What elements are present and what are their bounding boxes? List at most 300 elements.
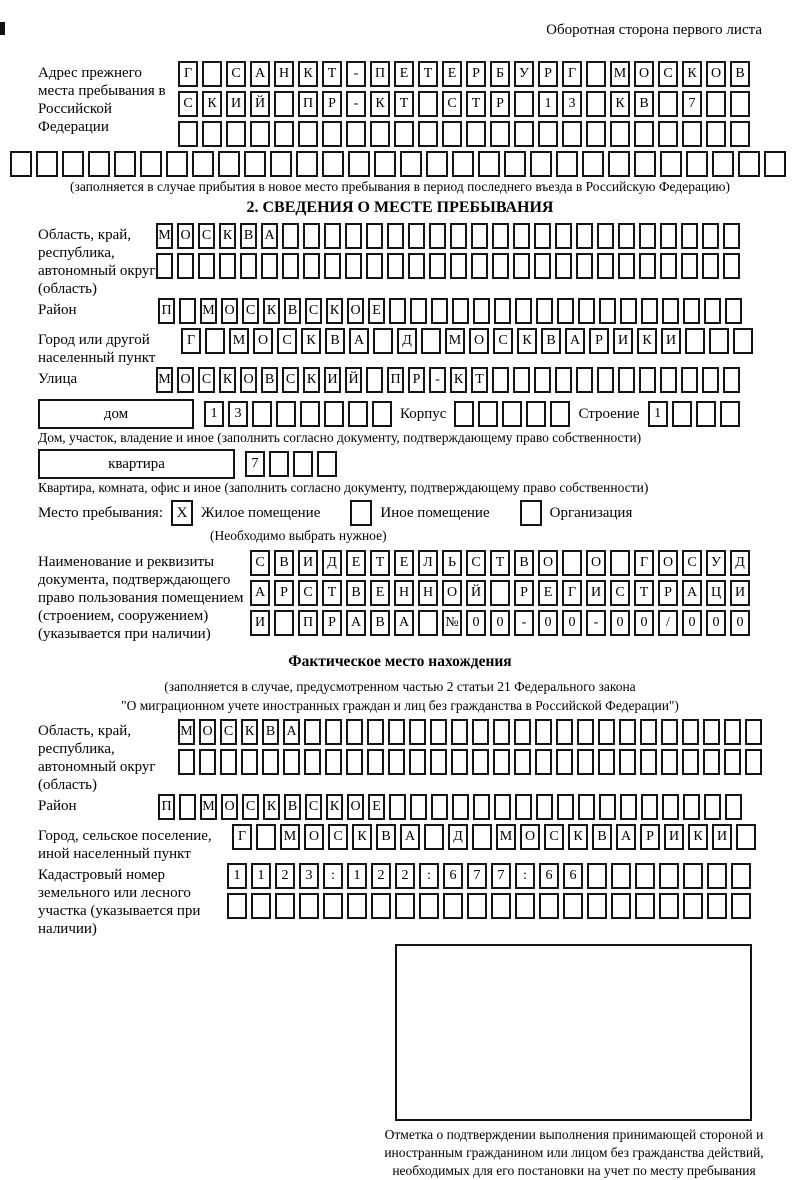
char-cell[interactable] [490, 121, 510, 147]
char-cell[interactable] [658, 121, 678, 147]
char-cell[interactable] [347, 893, 367, 919]
char-cell[interactable] [555, 223, 572, 249]
char-cell[interactable] [452, 298, 469, 324]
char-cell[interactable]: П [158, 298, 175, 324]
char-cell[interactable] [704, 794, 721, 820]
char-cell[interactable]: К [352, 824, 372, 850]
char-cell[interactable]: А [283, 719, 300, 745]
char-cell[interactable]: 7 [682, 91, 702, 117]
char-cell[interactable]: Е [346, 550, 366, 576]
char-cell[interactable]: К [263, 298, 280, 324]
char-cell[interactable] [536, 298, 553, 324]
char-cell[interactable] [683, 298, 700, 324]
char-cell[interactable]: М [496, 824, 516, 850]
char-cell[interactable]: С [198, 223, 215, 249]
char-cell[interactable] [618, 367, 635, 393]
char-cell[interactable]: 2 [395, 863, 415, 889]
char-cell[interactable] [696, 401, 716, 427]
char-cell[interactable] [702, 223, 719, 249]
char-cell[interactable] [251, 893, 271, 919]
char-cell[interactable]: Н [394, 580, 414, 606]
char-cell[interactable] [241, 749, 258, 775]
char-cell[interactable]: М [178, 719, 195, 745]
char-cell[interactable]: Е [394, 61, 414, 87]
char-cell[interactable]: Т [370, 550, 390, 576]
char-cell[interactable]: Е [442, 61, 462, 87]
char-cell[interactable] [140, 151, 162, 177]
char-cell[interactable] [555, 367, 572, 393]
char-cell[interactable] [513, 253, 530, 279]
char-cell[interactable] [494, 298, 511, 324]
char-cell[interactable]: Б [490, 61, 510, 87]
char-cell[interactable] [599, 298, 616, 324]
char-cell[interactable] [389, 298, 406, 324]
char-cell[interactable] [451, 719, 468, 745]
char-cell[interactable] [513, 223, 530, 249]
char-cell[interactable]: С [305, 794, 322, 820]
char-cell[interactable] [557, 794, 574, 820]
house-box[interactable]: дом [38, 399, 194, 429]
char-cell[interactable] [764, 151, 786, 177]
char-cell[interactable] [611, 893, 631, 919]
char-cell[interactable] [394, 121, 414, 147]
char-cell[interactable] [473, 298, 490, 324]
char-cell[interactable]: И [712, 824, 732, 850]
char-cell[interactable]: А [400, 824, 420, 850]
char-cell[interactable] [577, 719, 594, 745]
char-cell[interactable] [608, 151, 630, 177]
char-cell[interactable]: О [469, 328, 489, 354]
char-cell[interactable]: В [284, 794, 301, 820]
char-cell[interactable] [534, 367, 551, 393]
char-cell[interactable] [556, 719, 573, 745]
char-cell[interactable] [502, 401, 522, 427]
char-cell[interactable]: В [730, 61, 750, 87]
char-cell[interactable] [610, 121, 630, 147]
char-cell[interactable] [736, 824, 756, 850]
char-cell[interactable] [582, 151, 604, 177]
char-cell[interactable]: О [634, 61, 654, 87]
char-cell[interactable]: 3 [562, 91, 582, 117]
char-cell[interactable]: Е [394, 550, 414, 576]
char-cell[interactable]: М [156, 223, 173, 249]
char-cell[interactable]: 2 [275, 863, 295, 889]
char-cell[interactable]: С [226, 61, 246, 87]
char-cell[interactable]: С [220, 719, 237, 745]
char-cell[interactable] [256, 824, 276, 850]
char-cell[interactable]: Н [274, 61, 294, 87]
char-cell[interactable] [419, 893, 439, 919]
char-cell[interactable]: Д [322, 550, 342, 576]
char-cell[interactable] [430, 719, 447, 745]
char-cell[interactable] [270, 151, 292, 177]
char-cell[interactable]: И [661, 328, 681, 354]
char-cell[interactable] [681, 223, 698, 249]
char-cell[interactable]: Й [345, 367, 362, 393]
char-cell[interactable]: Г [181, 328, 201, 354]
char-cell[interactable] [712, 151, 734, 177]
char-cell[interactable] [450, 253, 467, 279]
char-cell[interactable]: Г [178, 61, 198, 87]
char-cell[interactable] [220, 749, 237, 775]
char-cell[interactable] [178, 749, 195, 775]
char-cell[interactable] [620, 794, 637, 820]
char-cell[interactable]: О [221, 298, 238, 324]
char-cell[interactable] [586, 91, 606, 117]
char-cell[interactable] [325, 749, 342, 775]
char-cell[interactable] [388, 719, 405, 745]
char-cell[interactable]: 1 [227, 863, 247, 889]
char-cell[interactable] [443, 893, 463, 919]
char-cell[interactable] [556, 151, 578, 177]
char-cell[interactable]: К [326, 298, 343, 324]
char-cell[interactable] [618, 253, 635, 279]
char-cell[interactable]: № [442, 610, 462, 636]
char-cell[interactable]: К [682, 61, 702, 87]
char-cell[interactable] [576, 253, 593, 279]
char-cell[interactable]: К [326, 794, 343, 820]
char-cell[interactable]: В [346, 580, 366, 606]
char-cell[interactable] [179, 794, 196, 820]
char-cell[interactable] [672, 401, 692, 427]
char-cell[interactable] [472, 824, 492, 850]
char-cell[interactable] [304, 749, 321, 775]
char-cell[interactable] [426, 151, 448, 177]
char-cell[interactable] [725, 794, 742, 820]
char-cell[interactable] [725, 298, 742, 324]
char-cell[interactable] [514, 749, 531, 775]
char-cell[interactable] [681, 253, 698, 279]
char-cell[interactable]: К [370, 91, 390, 117]
char-cell[interactable]: У [514, 61, 534, 87]
char-cell[interactable]: М [280, 824, 300, 850]
char-cell[interactable] [205, 328, 225, 354]
char-cell[interactable] [704, 298, 721, 324]
char-cell[interactable]: : [515, 863, 535, 889]
char-cell[interactable] [227, 893, 247, 919]
char-cell[interactable] [322, 151, 344, 177]
char-cell[interactable]: О [520, 824, 540, 850]
char-cell[interactable] [640, 749, 657, 775]
char-cell[interactable] [198, 253, 215, 279]
char-cell[interactable]: О [304, 824, 324, 850]
char-cell[interactable] [348, 401, 368, 427]
char-cell[interactable]: : [323, 863, 343, 889]
char-cell[interactable] [298, 121, 318, 147]
char-cell[interactable] [324, 401, 344, 427]
char-cell[interactable]: О [347, 298, 364, 324]
char-cell[interactable] [472, 719, 489, 745]
char-cell[interactable]: В [541, 328, 561, 354]
char-cell[interactable] [576, 367, 593, 393]
char-cell[interactable]: С [493, 328, 513, 354]
char-cell[interactable] [504, 151, 526, 177]
char-cell[interactable] [202, 121, 222, 147]
char-cell[interactable]: К [303, 367, 320, 393]
char-cell[interactable]: С [682, 550, 702, 576]
char-cell[interactable]: 1 [347, 863, 367, 889]
char-cell[interactable]: С [242, 794, 259, 820]
char-cell[interactable] [539, 893, 559, 919]
char-cell[interactable] [515, 298, 532, 324]
char-cell[interactable] [454, 401, 474, 427]
char-cell[interactable]: Й [466, 580, 486, 606]
char-cell[interactable] [576, 223, 593, 249]
char-cell[interactable]: К [298, 61, 318, 87]
char-cell[interactable] [366, 223, 383, 249]
char-cell[interactable] [418, 91, 438, 117]
char-cell[interactable] [745, 749, 762, 775]
char-cell[interactable]: И [226, 91, 246, 117]
char-cell[interactable]: К [263, 794, 280, 820]
char-cell[interactable]: Д [397, 328, 417, 354]
char-cell[interactable]: Г [634, 550, 654, 576]
char-cell[interactable]: С [305, 298, 322, 324]
char-cell[interactable]: О [706, 61, 726, 87]
char-cell[interactable] [114, 151, 136, 177]
char-cell[interactable]: В [262, 719, 279, 745]
char-cell[interactable]: Р [490, 91, 510, 117]
char-cell[interactable]: Н [418, 580, 438, 606]
char-cell[interactable]: С [277, 328, 297, 354]
char-cell[interactable] [703, 719, 720, 745]
char-cell[interactable] [269, 451, 289, 477]
char-cell[interactable] [367, 719, 384, 745]
stay-type-checkbox-organization[interactable] [520, 500, 542, 526]
char-cell[interactable]: В [514, 550, 534, 576]
char-cell[interactable] [730, 91, 750, 117]
char-cell[interactable] [346, 121, 366, 147]
char-cell[interactable] [515, 794, 532, 820]
char-cell[interactable] [635, 893, 655, 919]
char-cell[interactable] [709, 328, 729, 354]
char-cell[interactable] [366, 253, 383, 279]
char-cell[interactable]: О [442, 580, 462, 606]
char-cell[interactable] [723, 253, 740, 279]
char-cell[interactable]: С [466, 550, 486, 576]
char-cell[interactable] [10, 151, 32, 177]
char-cell[interactable] [179, 298, 196, 324]
char-cell[interactable] [640, 719, 657, 745]
char-cell[interactable] [706, 91, 726, 117]
char-cell[interactable] [514, 121, 534, 147]
char-cell[interactable] [514, 719, 531, 745]
char-cell[interactable] [641, 298, 658, 324]
char-cell[interactable] [283, 749, 300, 775]
char-cell[interactable] [578, 794, 595, 820]
char-cell[interactable] [156, 253, 173, 279]
char-cell[interactable] [430, 749, 447, 775]
char-cell[interactable]: Р [274, 580, 294, 606]
char-cell[interactable] [723, 367, 740, 393]
char-cell[interactable]: Т [418, 61, 438, 87]
char-cell[interactable] [598, 719, 615, 745]
char-cell[interactable]: Й [250, 91, 270, 117]
char-cell[interactable] [639, 253, 656, 279]
char-cell[interactable]: О [658, 550, 678, 576]
char-cell[interactable] [731, 893, 751, 919]
char-cell[interactable] [686, 151, 708, 177]
char-cell[interactable] [641, 794, 658, 820]
char-cell[interactable]: А [261, 223, 278, 249]
char-cell[interactable]: А [394, 610, 414, 636]
char-cell[interactable]: 6 [443, 863, 463, 889]
char-cell[interactable]: И [324, 367, 341, 393]
char-cell[interactable]: Е [368, 794, 385, 820]
char-cell[interactable] [421, 328, 441, 354]
char-cell[interactable]: 7 [467, 863, 487, 889]
char-cell[interactable] [202, 61, 222, 87]
char-cell[interactable] [493, 749, 510, 775]
char-cell[interactable] [62, 151, 84, 177]
char-cell[interactable] [473, 794, 490, 820]
char-cell[interactable]: С [298, 580, 318, 606]
char-cell[interactable]: Л [418, 550, 438, 576]
char-cell[interactable] [276, 401, 296, 427]
char-cell[interactable]: Р [514, 580, 534, 606]
char-cell[interactable] [429, 223, 446, 249]
char-cell[interactable] [681, 367, 698, 393]
char-cell[interactable]: 1 [204, 401, 224, 427]
char-cell[interactable] [534, 253, 551, 279]
char-cell[interactable] [538, 121, 558, 147]
char-cell[interactable]: К [688, 824, 708, 850]
char-cell[interactable]: С [610, 580, 630, 606]
char-cell[interactable] [662, 298, 679, 324]
char-cell[interactable]: Т [634, 580, 654, 606]
char-cell[interactable] [274, 91, 294, 117]
char-cell[interactable]: 1 [648, 401, 668, 427]
char-cell[interactable] [467, 893, 487, 919]
char-cell[interactable]: В [325, 328, 345, 354]
char-cell[interactable]: С [250, 550, 270, 576]
char-cell[interactable] [587, 893, 607, 919]
char-cell[interactable] [661, 749, 678, 775]
char-cell[interactable] [471, 253, 488, 279]
char-cell[interactable]: У [706, 550, 726, 576]
char-cell[interactable] [634, 151, 656, 177]
char-cell[interactable] [466, 121, 486, 147]
char-cell[interactable] [370, 121, 390, 147]
char-cell[interactable]: В [274, 550, 294, 576]
char-cell[interactable] [723, 223, 740, 249]
char-cell[interactable] [685, 328, 705, 354]
char-cell[interactable]: : [419, 863, 439, 889]
char-cell[interactable] [597, 367, 614, 393]
char-cell[interactable] [317, 451, 337, 477]
char-cell[interactable] [442, 121, 462, 147]
char-cell[interactable] [493, 719, 510, 745]
char-cell[interactable] [387, 223, 404, 249]
char-cell[interactable]: Г [562, 580, 582, 606]
char-cell[interactable]: А [349, 328, 369, 354]
char-cell[interactable]: Р [589, 328, 609, 354]
char-cell[interactable] [703, 749, 720, 775]
char-cell[interactable] [192, 151, 214, 177]
char-cell[interactable]: К [219, 367, 236, 393]
char-cell[interactable]: 1 [251, 863, 271, 889]
char-cell[interactable]: - [429, 367, 446, 393]
char-cell[interactable]: 6 [539, 863, 559, 889]
char-cell[interactable] [218, 151, 240, 177]
char-cell[interactable]: П [158, 794, 175, 820]
char-cell[interactable] [536, 794, 553, 820]
char-cell[interactable]: К [610, 91, 630, 117]
char-cell[interactable]: О [586, 550, 606, 576]
char-cell[interactable] [550, 401, 570, 427]
char-cell[interactable]: И [298, 550, 318, 576]
char-cell[interactable]: 0 [490, 610, 510, 636]
char-cell[interactable]: Т [466, 91, 486, 117]
char-cell[interactable] [706, 121, 726, 147]
char-cell[interactable] [451, 749, 468, 775]
char-cell[interactable]: О [253, 328, 273, 354]
char-cell[interactable]: А [616, 824, 636, 850]
char-cell[interactable] [303, 223, 320, 249]
char-cell[interactable] [345, 223, 362, 249]
char-cell[interactable] [324, 223, 341, 249]
char-cell[interactable] [530, 151, 552, 177]
char-cell[interactable] [534, 223, 551, 249]
char-cell[interactable] [738, 151, 760, 177]
char-cell[interactable] [323, 893, 343, 919]
char-cell[interactable] [555, 253, 572, 279]
char-cell[interactable]: С [198, 367, 215, 393]
char-cell[interactable] [724, 719, 741, 745]
char-cell[interactable] [597, 223, 614, 249]
char-cell[interactable] [724, 749, 741, 775]
char-cell[interactable]: 7 [491, 863, 511, 889]
char-cell[interactable]: П [387, 367, 404, 393]
char-cell[interactable] [660, 367, 677, 393]
char-cell[interactable] [514, 91, 534, 117]
char-cell[interactable] [431, 298, 448, 324]
char-cell[interactable]: 0 [466, 610, 486, 636]
char-cell[interactable] [199, 749, 216, 775]
char-cell[interactable]: 3 [299, 863, 319, 889]
char-cell[interactable] [598, 749, 615, 775]
char-cell[interactable]: Ь [442, 550, 462, 576]
char-cell[interactable] [586, 61, 606, 87]
char-cell[interactable]: О [347, 794, 364, 820]
char-cell[interactable] [346, 749, 363, 775]
char-cell[interactable] [635, 863, 655, 889]
char-cell[interactable] [345, 253, 362, 279]
char-cell[interactable] [373, 328, 393, 354]
char-cell[interactable] [526, 401, 546, 427]
char-cell[interactable]: С [178, 91, 198, 117]
char-cell[interactable] [513, 367, 530, 393]
char-cell[interactable] [683, 863, 703, 889]
char-cell[interactable] [702, 253, 719, 279]
char-cell[interactable] [252, 401, 272, 427]
char-cell[interactable]: М [229, 328, 249, 354]
char-cell[interactable] [563, 893, 583, 919]
char-cell[interactable]: М [445, 328, 465, 354]
char-cell[interactable] [683, 893, 703, 919]
char-cell[interactable]: Р [466, 61, 486, 87]
char-cell[interactable] [418, 121, 438, 147]
char-cell[interactable] [660, 253, 677, 279]
char-cell[interactable]: Т [322, 61, 342, 87]
char-cell[interactable]: А [250, 580, 270, 606]
char-cell[interactable] [619, 719, 636, 745]
char-cell[interactable]: 0 [706, 610, 726, 636]
char-cell[interactable] [219, 253, 236, 279]
char-cell[interactable]: - [346, 61, 366, 87]
char-cell[interactable] [429, 253, 446, 279]
char-cell[interactable]: 7 [245, 451, 265, 477]
